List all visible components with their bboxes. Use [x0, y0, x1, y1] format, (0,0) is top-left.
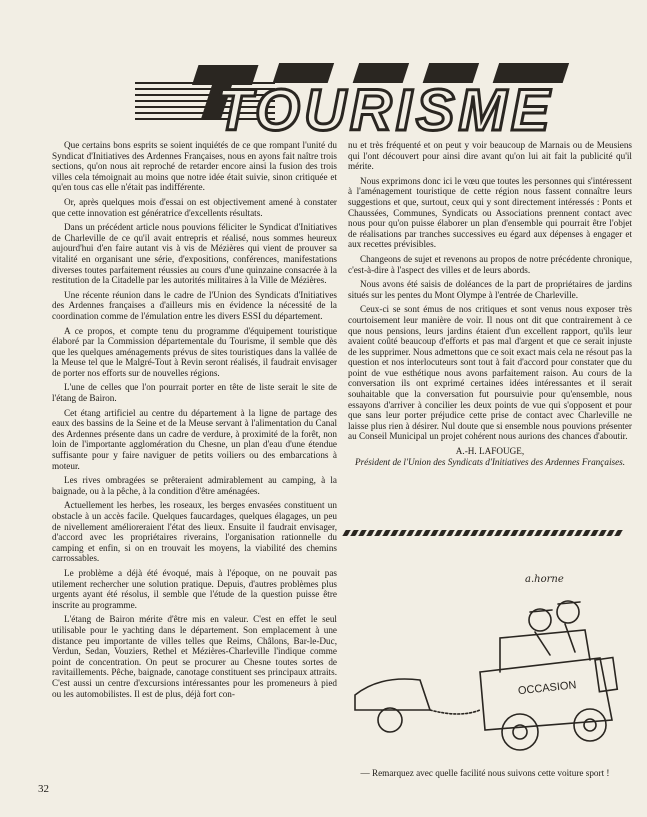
paragraph: Une récente réunion dans le cadre de l'Union des Syndicats d'Initiatives des Ardennes françaises a d'ailleurs mis en évidence la nécessité de la coordination comme de l'émulation entre les divers ESSI du département.	[52, 289, 337, 321]
paragraph: Or, après quelques mois d'essai on est objectivement amené à constater que cette innovation est génératrice d'excellents résultats.	[52, 196, 337, 218]
section-divider	[342, 530, 623, 536]
paragraph: Ceux-ci se sont émus de nos critiques et sont venus nous exposer très courtoisement leur manière de voir. Il nous ont dit que contrairement à ce que nous pensions, leurs jardins étaient d'un excellent rapport, qu'ils leur avaient coûté beaucoup d'efforts et pas mal d'argent et que ce serait injuste de les supprimer. Nous admettons que ce soit exact mais cela ne résout pas la question et nos interlocuteurs sont tout à fait d'accord pour constater que du point de vue esthétique nous avons parfaitement raison. Au cours de la conversation ils ont exprimé certaines idées intéressantes et il serait souhaitable que la conversation fut poursuivie pour qu'ensemble, nous essayons d'arriver à concilier les deux points de vue qui s'opposent et pour que sans leur porter préjudice cette prise de contact avec Charleville ne laisse plus rien à désirer. Nul doute que si ensemble nous pouvions présenter au Conseil Municipal un projet cohérent nous aurions des chances d'aboutir.	[348, 304, 632, 442]
paragraph: Dans un précédent article nous pouvions féliciter le Syndicat d'Initiatives de Charleville de ce qu'il avait entrepris et réalisé, nous sommes heureux aujourd'hui d'en faire autant vis à vis de Mézières qui vient de prouver sa vitalité en organisant une série, d'expositions, conférences, manifestations diverses toutes parfaitement réussies au cours d'une quinzaine consacrée à la restitution de la Citadelle par les autorités militaires à la Ville de Mézières.	[52, 222, 337, 286]
tourisme-title	[135, 45, 605, 155]
page-number: 32	[38, 783, 49, 795]
paragraph: nu et très fréquenté et on peut y voir beaucoup de Marnais ou de Meusiens qui l'ont découvert pour ainsi dire avant qu'on lui ait fait la publicité qu'il mérite.	[348, 140, 632, 172]
cartoon-caption: — Remarquez avec quelle facilité nous suivons cette voiture sport !	[360, 768, 610, 778]
paragraph: Changeons de sujet et revenons au propos de notre précédente chronique, c'est-à-dire à l'aspect des villes et de leurs abords.	[348, 253, 632, 275]
paragraph: L'une de celles que l'on pourrait porter en tête de liste serait le site de l'étang de Bairon.	[52, 382, 337, 404]
signature-name: A.-H. LAFOUGE,	[455, 446, 525, 457]
artist-signature: a.horne	[525, 574, 564, 585]
signature	[348, 446, 632, 467]
car-sign: OCCASION	[517, 679, 578, 698]
paragraph: Le problème a déjà été évoqué, mais à l'époque, on ne pouvait pas utilement rechercher une solution pratique. Depuis, d'autres problèmes plus urgents ayant été résolus, il semble que l'étude de la question puisse être inscrite au programme.	[52, 567, 337, 610]
paragraph: L'étang de Bairon mérite d'être mis en valeur. C'est en effet le seul utilisable pour le yachting dans le département. Son emplacement à une distance peu importante de villes telles que Reims, Châlons, Bar-le-Duc, Verdun, Sedan, Vouziers, Rethel et Mézières-Charleville l'indique comme point de concentration. On peut se procurer au Chesne toutes sortes de ravitaillements. Pêche, baignade, canotage constituent ses principaux attraits. C'est aussi un centre d'excursions intéressantes pour les promeneurs à pied ou les automobilistes. Il est de plus, déjà fort con-	[52, 614, 337, 699]
paragraph: Cet étang artificiel au centre du département à la ligne de partage des eaux des bassins de la Seine et de la Meuse servant à l'alimentation du Canal des Ardennes présente dans un cadre de verdure, à proximité de la forêt, non loin de l'importante agglomération du Chesne, un plan d'eau d'une étendue suffisante pour y faire naviguer de petits voiliers ou des embarcations à moteur.	[52, 407, 337, 471]
paragraph: Que certains bons esprits se soient inquiétés de ce que rompant l'unité du Syndicat d'Initiatives des Ardennes Françaises, nous en ayons fait naître trois sections, qu'on nous ait reproché de retarder encore ainsi la fusion des trois villes cela témoignait au moins que notre idée était suivie, sinon critiquée et qu'en tous cas elle n'était pas indifférente.	[52, 140, 337, 193]
paragraph: Les rives ombragées se prêteraient admirablement au camping, à la baignade, ou à la pêche, à la condition d'être aménagées.	[52, 475, 337, 496]
signature-title: Président de l'Union des Syndicats d'Initiatives des Ardennes Françaises.	[354, 456, 626, 467]
article-column-left	[52, 140, 337, 703]
title-text: TOURISME	[216, 78, 554, 143]
paragraph: A ce propos, et compte tenu du programme d'équipement touristique élaboré par la Commission départementale du Tourisme, il semble que dès que les quelques aménagements prévus de sites touristiques dans la vallée de la Meuse tel que le Malgré-Tout à Revin seront réalisés, il faudrait envisager de porter nos efforts sur de nouvelles régions.	[52, 325, 337, 378]
article-column-right	[348, 140, 632, 467]
cartoon-illustration	[350, 560, 620, 760]
paragraph: Nous avons été saisis de doléances de la part de propriétaires de jardins situés sur les pentes du Mont Olympe à l'entrée de Charleville.	[348, 279, 632, 300]
paragraph: Actuellement les herbes, les roseaux, les berges envasées constituent un obstacle à un accès facile. Quelques faucardages, quelques élagages, un peu de nivellement amélioreraient l'état des lieux. Ensuite il faudrait envisager, d'accord avec les propriétaires riverains, l'organisation rationnelle du camping et enfin, si on en trouvait les moyens, la viabilité des chemins carrossables.	[52, 500, 337, 564]
paragraph: Nous exprimons donc ici le vœu que toutes les personnes qui s'intéressent à l'aménagement touristique de cette région nous fassent connaître leurs suggestions et que, surtout, ceux qui y sont directement intéressés : Ponts et Chaussées, Communes, Syndicats ou Associations prennent contact avec nous pour qu'on puisse élaborer un plan d'ensemble qui pourrait être l'objet de réalisations par tranches successives eu égard aux dépenses à engager et aux recettes prévisibles.	[348, 175, 632, 250]
